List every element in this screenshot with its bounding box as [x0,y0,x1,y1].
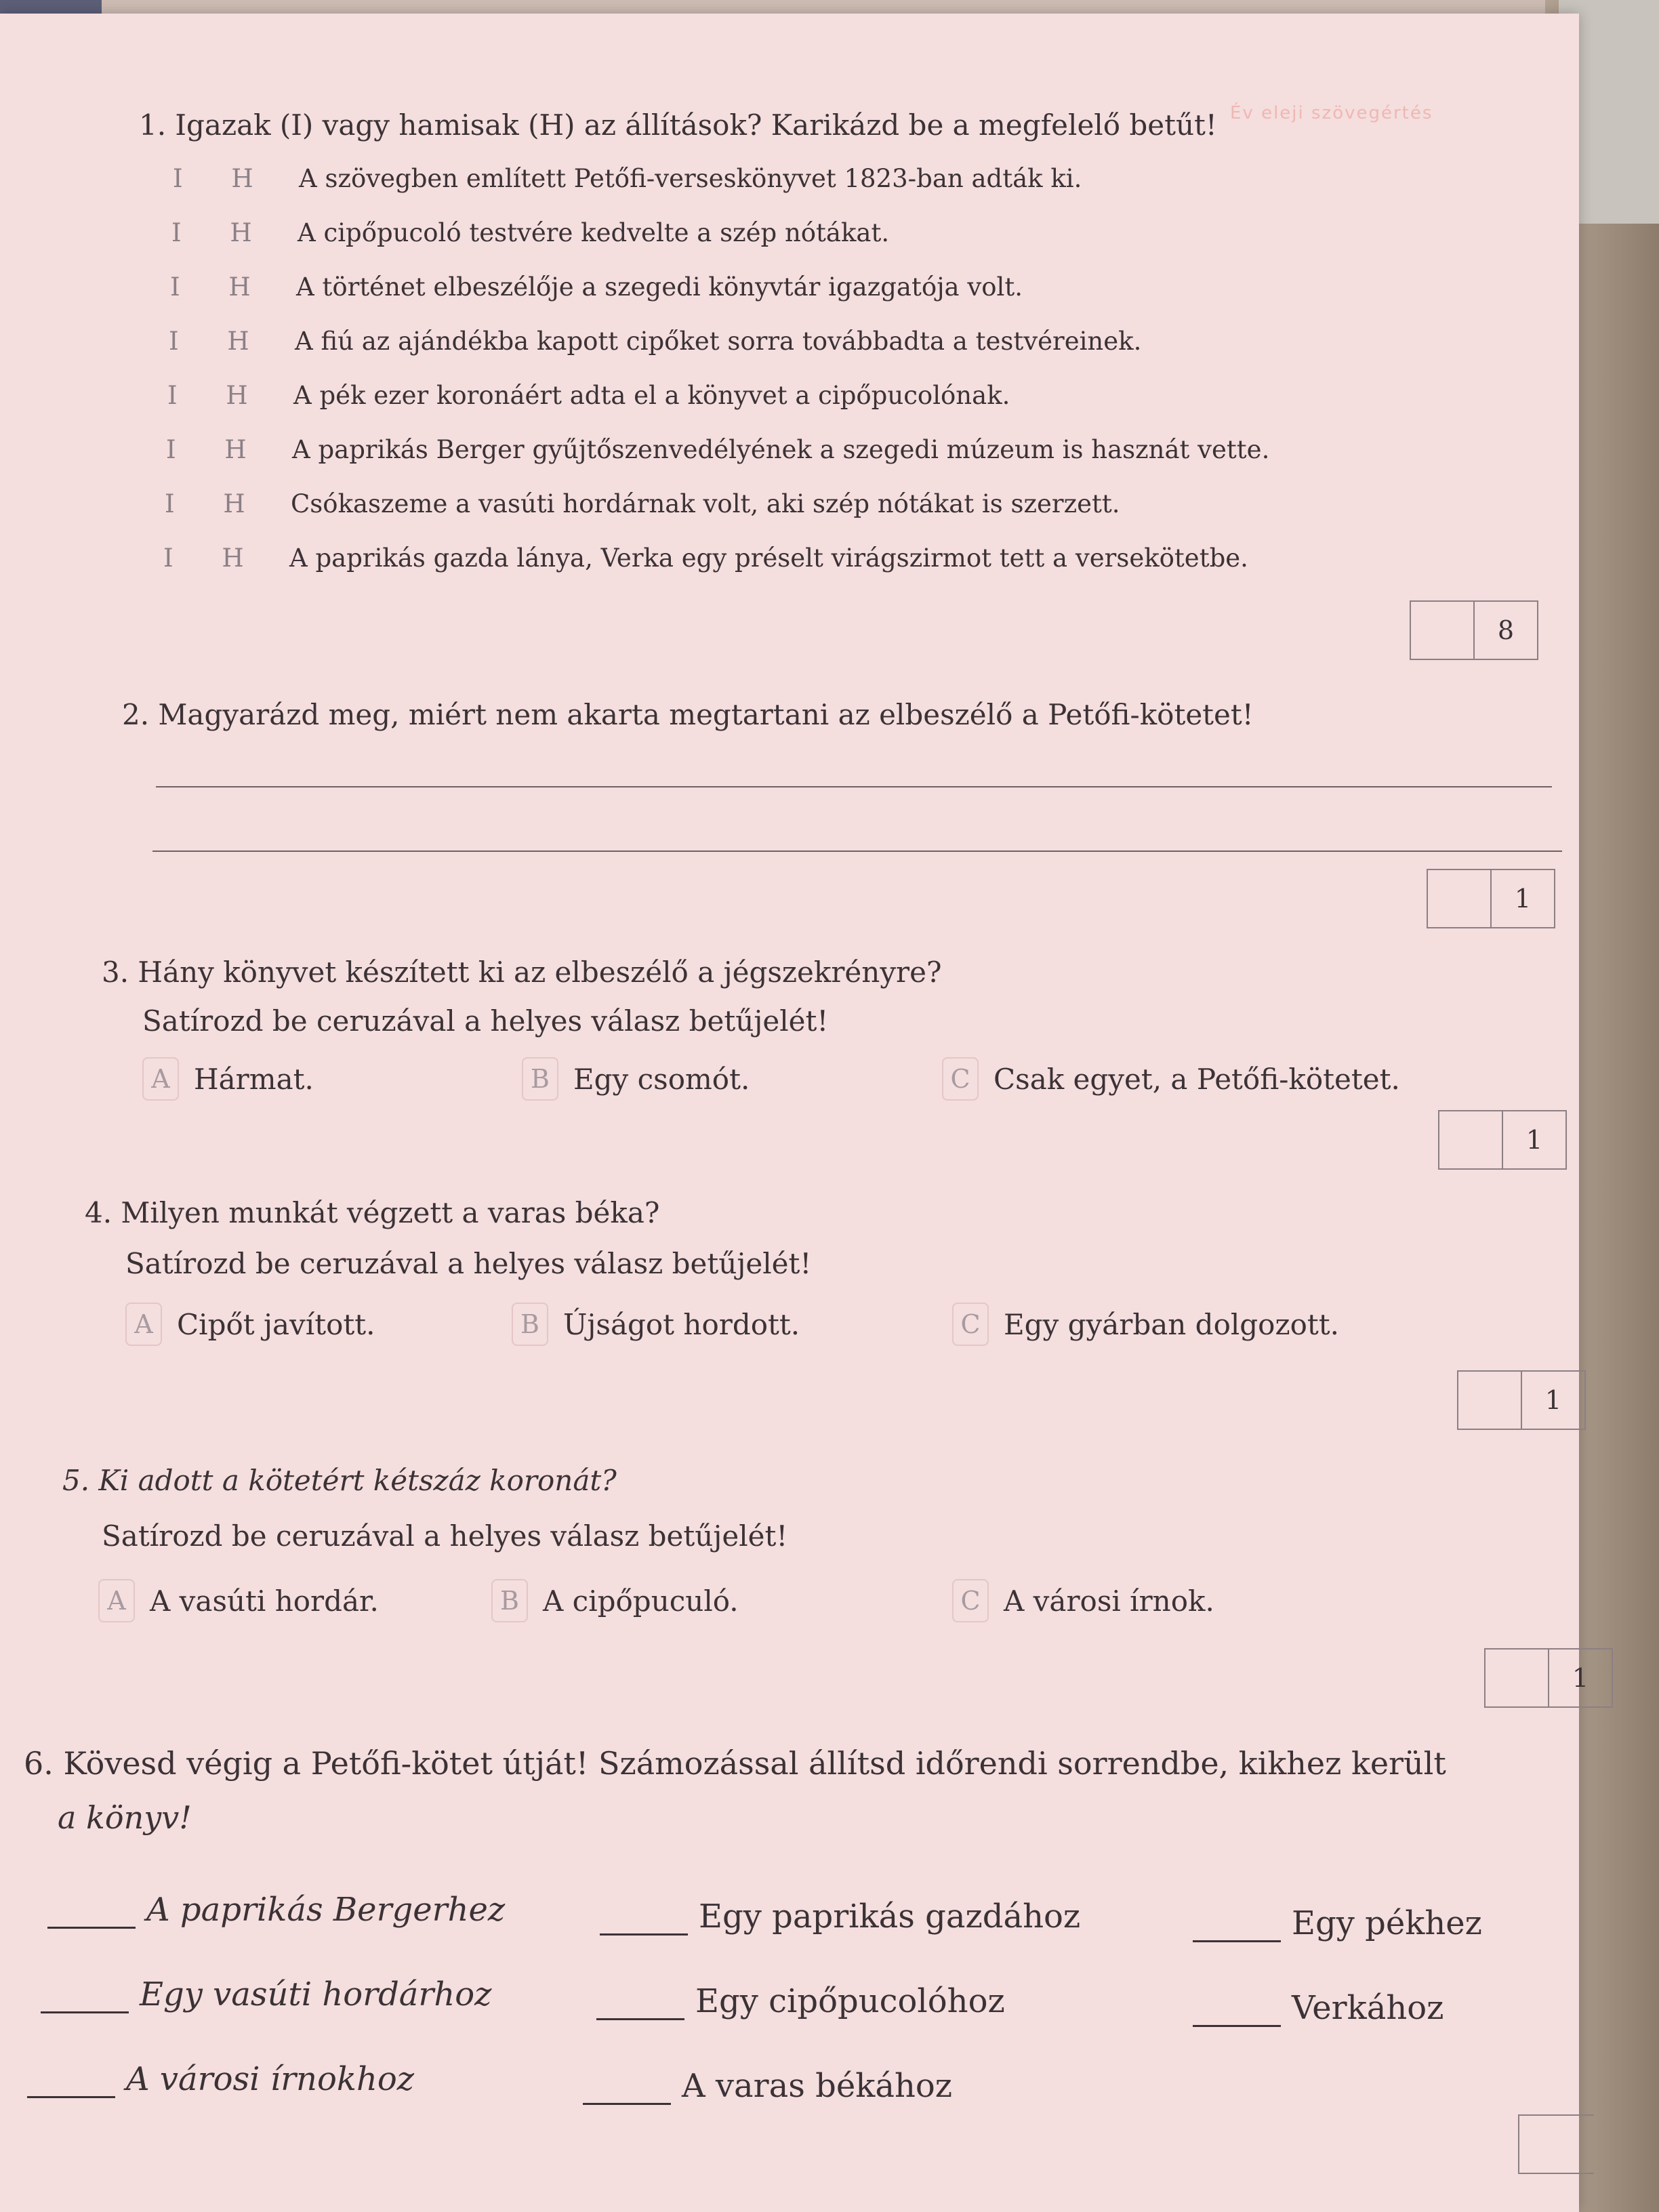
q6-item-text: A városi írnokhoz [126,2060,415,2098]
q6-item-5[interactable] [596,1982,1005,2020]
q4-instruction: Satírozd be ceruzával a helyes válasz betűjelét! [125,1247,812,1280]
score-max: 1 [1521,1372,1584,1429]
q6-order-blank[interactable] [47,1900,136,1929]
q3-option-c[interactable] [942,1057,1400,1101]
option-letter[interactable]: C [952,1579,989,1622]
q1-statement-text: A szövegben említett Petőfi-verseskönyvet 1823-ban adták ki. [299,164,1082,193]
q6-order-blank[interactable] [41,1984,129,2013]
option-text: Egy csomót. [573,1062,750,1096]
q5-option-c[interactable] [952,1579,1214,1622]
q5-score-box[interactable] [1484,1648,1613,1708]
option-letter[interactable]: C [952,1303,989,1346]
worksheet-header-tag: Év eleji szövegértés [1230,103,1433,123]
q1-statement-7[interactable] [165,489,1120,518]
option-text: A cipőpuculó. [543,1584,739,1618]
q6-item-2[interactable] [600,1898,1080,1936]
q3-option-a[interactable] [142,1057,314,1101]
q1-statement-4[interactable] [169,327,1141,356]
score-entry-cell[interactable] [1439,1111,1502,1168]
q3-score-box[interactable] [1438,1110,1567,1170]
q1-score-box[interactable] [1410,600,1538,660]
score-max: 8 [1473,602,1537,659]
option-text: Hármat. [194,1062,314,1096]
q6-item-text: Egy paprikás gazdához [699,1898,1081,1936]
score-entry-cell[interactable] [1519,2116,1594,2173]
q1-statement-2[interactable] [171,218,889,247]
q6-score-box-partial[interactable] [1518,2114,1594,2174]
q1-statement-text: A cipőpucoló testvére kedvelte a szép nótákat. [298,218,890,247]
q1-ih-marks[interactable]: I H [166,435,267,464]
q1-statement-5[interactable] [167,381,1010,410]
q6-item-3[interactable] [1193,1904,1482,1942]
q2-answer-line-2[interactable] [152,851,1562,852]
worksheet-page [0,14,1589,2212]
q6-item-1[interactable] [47,1891,505,1929]
option-letter[interactable]: C [942,1057,979,1101]
q4-title: 4. Milyen munkát végzett a varas béka? [85,1196,660,1229]
q5-option-b[interactable] [491,1579,739,1622]
q1-statement-6[interactable] [166,435,1269,464]
q2-score-box[interactable] [1427,869,1555,928]
q1-ih-marks[interactable]: I H [169,327,270,356]
q6-item-text: Egy pékhez [1292,1904,1482,1942]
option-letter[interactable]: A [98,1579,135,1622]
q1-ih-marks[interactable]: I H [163,544,264,573]
q3-option-b[interactable] [522,1057,750,1101]
option-letter[interactable]: A [142,1057,179,1101]
score-max: 1 [1490,870,1554,927]
q3-title: 3. Hány könyvet készített ki az elbeszélő a jégszekrényre? [102,956,942,989]
q1-statement-text: Csókaszeme a vasúti hordárnak volt, aki szép nótákat is szerzett. [291,489,1120,518]
score-entry-cell[interactable] [1428,870,1490,927]
q2-title: 2. Magyarázd meg, miért nem akarta megtartani az elbeszélő a Petőfi-kötetet! [122,698,1254,731]
score-max: 1 [1548,1650,1612,1706]
q2-answer-line-1[interactable] [156,786,1552,787]
q1-statement-text: A pék ezer koronáért adta el a könyvet a cipőpucolónak. [293,381,1010,410]
q1-statement-text: A paprikás Berger gyűjtőszenvedélyének a szegedi múzeum is hasznát vette. [292,435,1270,464]
q1-statement-8[interactable] [163,544,1248,573]
q1-ih-marks[interactable]: I H [167,381,268,410]
option-letter[interactable]: B [522,1057,558,1101]
q1-title: 1. Igazak (I) vagy hamisak (H) az állítások? Karikázd be a megfelelő betűt! [139,108,1217,142]
option-text: Csak egyet, a Petőfi-kötetet. [994,1062,1400,1096]
score-entry-cell[interactable] [1486,1650,1548,1706]
q6-item-7[interactable] [27,2060,414,2098]
q6-item-8[interactable] [583,2067,952,2105]
score-entry-cell[interactable] [1411,602,1473,659]
q1-ih-marks[interactable]: I H [170,272,271,302]
option-text: A vasúti hordár. [150,1584,379,1618]
q6-order-blank[interactable] [1193,1913,1281,1942]
q1-statement-text: A fiú az ajándékba kapott cipőket sorra továbbadta a testvéreinek. [295,327,1142,356]
q5-option-a[interactable] [98,1579,379,1622]
option-letter[interactable]: B [491,1579,528,1622]
q4-option-a[interactable] [125,1303,375,1346]
q1-ih-marks[interactable]: I H [165,489,266,518]
q4-score-box[interactable] [1457,1370,1586,1430]
score-entry-cell[interactable] [1458,1372,1521,1429]
q6-order-blank[interactable] [596,1991,684,2020]
option-letter[interactable]: A [125,1303,162,1346]
q1-statement-3[interactable] [170,272,1023,302]
q1-statement-1[interactable] [173,164,1082,193]
q4-option-b[interactable] [512,1303,800,1346]
q6-item-4[interactable] [41,1975,491,2013]
q6-title-line-2: a könyv! [58,1799,192,1836]
q6-item-text: Verkához [1292,1989,1444,2027]
option-text: Egy gyárban dolgozott. [1004,1307,1339,1341]
q6-item-text: A paprikás Bergerhez [146,1891,506,1929]
q1-ih-marks[interactable]: I H [173,164,274,193]
q5-instruction: Satírozd be ceruzával a helyes válasz betűjelét! [102,1519,788,1553]
option-text: A városi írnok. [1004,1584,1214,1618]
q6-order-blank[interactable] [600,1906,688,1936]
q6-item-text: Egy cipőpucolóhoz [695,1982,1005,2020]
option-text: Cipőt javított. [177,1307,375,1341]
q6-title-line-1: 6. Kövesd végig a Petőfi-kötet útját! Számozással állítsd időrendi sorrendbe, kikhez került [24,1745,1446,1782]
option-letter[interactable]: B [512,1303,548,1346]
q3-instruction: Satírozd be ceruzával a helyes válasz betűjelét! [142,1004,829,1038]
q6-order-blank[interactable] [583,2076,671,2105]
q6-item-6[interactable] [1193,1989,1443,2027]
q1-ih-marks[interactable]: I H [171,218,272,247]
score-max: 1 [1502,1111,1565,1168]
q1-statement-text: A paprikás gazda lánya, Verka egy préselt virágszirmot tett a versekötetbe. [289,544,1248,573]
q6-item-text: A varas békához [682,2067,953,2105]
q6-order-blank[interactable] [27,2069,115,2098]
q4-option-c[interactable] [952,1303,1339,1346]
q1-statement-text: A történet elbeszélője a szegedi könyvtár igazgatója volt. [296,272,1023,302]
q6-order-blank[interactable] [1193,1998,1281,2027]
q6-item-text: Egy vasúti hordárhoz [140,1975,492,2013]
option-text: Újságot hordott. [563,1307,800,1341]
q5-title: 5. Ki adott a kötetért kétszáz koronát? [62,1464,617,1497]
